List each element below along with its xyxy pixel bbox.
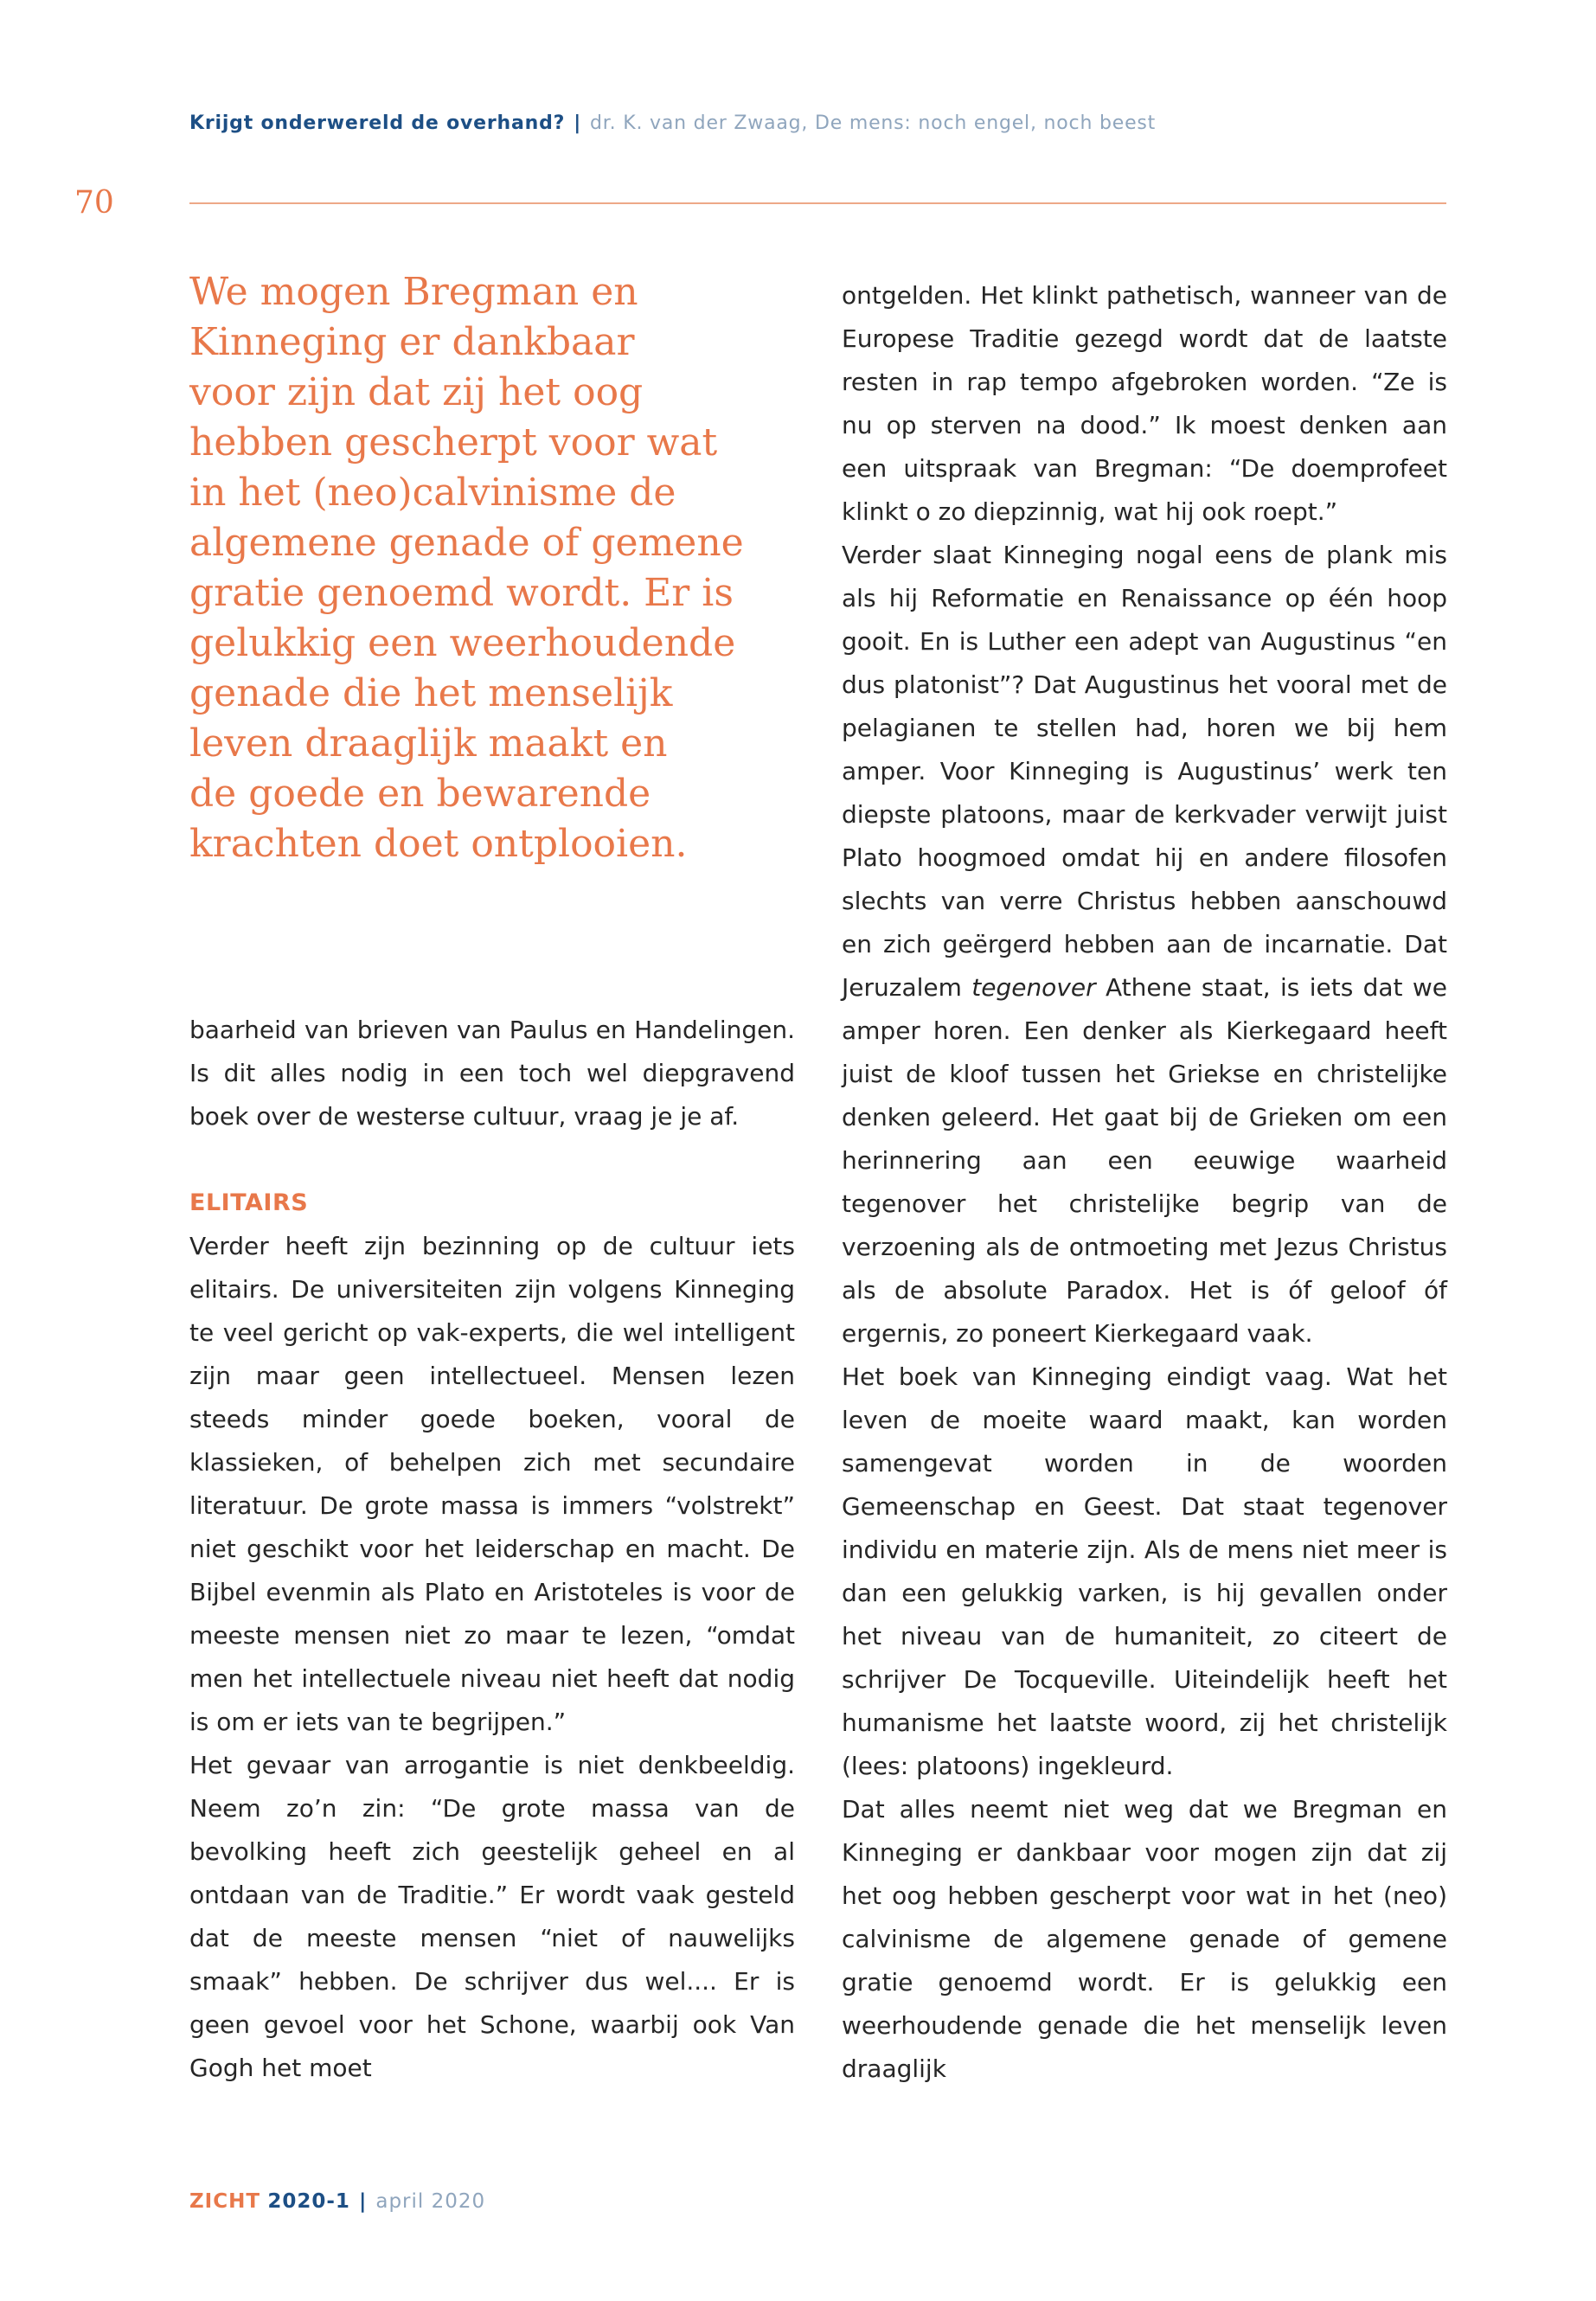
running-head xyxy=(189,112,1156,134)
article-title: Krijgt onderwereld de overhand? xyxy=(189,112,566,134)
issue-date: april 2020 xyxy=(375,2190,486,2213)
paragraph xyxy=(842,534,1447,1356)
paragraph: Dat alles neemt niet weg dat we Bregman en Kinneging er dankbaar voor mogen zijn dat zij het oog hebben gescherpt voor wat in het (neo) calvinisme de algemene genade of gemene gratie genoemd wordt. Er is gelukkig een weerhoudende genade die het menselijk leven draaglijk xyxy=(842,1795,1447,2083)
section-heading: ELITAIRS xyxy=(189,1189,309,1216)
paragraph: ontgelden. Het klinkt pathetisch, wanneer van de Europese Traditie gezegd wordt dat de laatste resten in rap tempo afgebroken worden. “Ze is nu op sterven na dood.” Ik moest denken aan een uitspraak van Bregman: “De doemprofeet klinkt o zo diepzinnig, wat hij ook roept.” xyxy=(842,281,1447,526)
text-run: Athene staat, is iets dat we amper horen. Een denker als Kierkegaard heeft juist de kloof tussen het Griekse en christelijke denken geleerd. Het gaat bij de Grieken om een herinnering aan een eeuwige waarheid tegenover het christelijke begrip van de verzoening als de ontmoeting met Jezus Christus als de absolute Paradox. Het is óf geloof óf ergernis, zo poneert Kierkegaard vaak. xyxy=(842,973,1448,1348)
issue-number: 2020-1 xyxy=(267,2190,350,2213)
page-number: 70 xyxy=(74,185,114,221)
magazine-name: ZICHT xyxy=(189,2190,261,2213)
footer xyxy=(189,2190,485,2213)
paragraph: Verder heeft zijn bezinning op de cultuur iets elitairs. De universiteiten zijn volgens Kinneging te veel gericht op vak-experts, die wel intelligent zijn maar geen intellectueel. Mensen lezen steeds minder goede boeken, vooral de klassieken, of behelpen zich met secundaire literatuur. De grote massa is immers “volstrekt” niet geschikt voor het leiderschap en macht. De Bijbel evenmin als Plato en Aristoteles is voor de meeste mensen niet zo maar te lezen, “omdat men het intellectuele niveau niet heeft dat nodig is om er iets van te begrijpen.” xyxy=(189,1232,795,1736)
left-column xyxy=(189,1009,795,2090)
emphasis: tegenover xyxy=(971,973,1096,1002)
footer-separator: | xyxy=(358,2190,368,2213)
paragraph: Het boek van Kinneging eindigt vaag. Wat het leven de moeite waard maakt, kan worden samengevat worden in de woorden Gemeenschap en Geest. Dat staat tegenover individu en materie zijn. Als de mens niet meer is dan een gelukkig varken, is hij gevallen onder het niveau van de humaniteit, zo citeert de schrijver De Tocqueville. Uiteindelijk heeft het humanisme het laatste woord, zij het christelijk (lees: platoons) ingekleurd. xyxy=(842,1362,1447,1780)
pull-quote: We mogen Bregman en Kinneging er dankbaar voor zijn dat zij het oog hebben gescherpt voor wat in het (neo)calvinisme de algemene genade of gemene gratie genoemd wordt. Er is gelukkig een weerhoudende genade die het menselijk leven draaglijk maakt en de goede en bewarende krachten doet ontplooien. xyxy=(189,270,744,866)
header-rule xyxy=(189,202,1446,204)
right-column xyxy=(842,274,1447,2091)
text-run: Verder slaat Kinneging nogal eens de plank mis als hij Reformatie en Renaissance op één hoop gooit. En is Luther een adept van Augustinus “en dus platonist”? Dat Augustinus het vooral met de pelagianen te stellen had, horen we bij hem amper. Voor Kinneging is Augustinus’ werk ten diepste platoons, maar de kerkvader verwijt juist Plato hoogmoed omdat hij en andere filosofen slechts van verre Christus hebben aanschouwd en zich geërgerd hebben aan de incarnatie. Dat Jeruzalem xyxy=(842,541,1447,1002)
article-author: dr. K. van der Zwaag, De mens: noch engel, noch beest xyxy=(590,112,1157,134)
paragraph: baarheid van brieven van Paulus en Handelingen. Is dit alles nodig in een toch wel diepgravend boek over de westerse cultuur, vraag je je af. xyxy=(189,1016,795,1131)
paragraph: Het gevaar van arrogantie is niet denkbeeldig. Neem zo’n zin: “De grote massa van de bevolking heeft zich geestelijk geheel en al ontdaan van de Traditie.” Er wordt vaak gesteld dat de meeste mensen “niet of nauwelijks smaak” hebben. De schrijver dus wel.... Er is geen gevoel voor het Schone, waarbij ook Van Gogh het moet xyxy=(189,1751,795,2082)
header-separator: | xyxy=(574,112,582,134)
